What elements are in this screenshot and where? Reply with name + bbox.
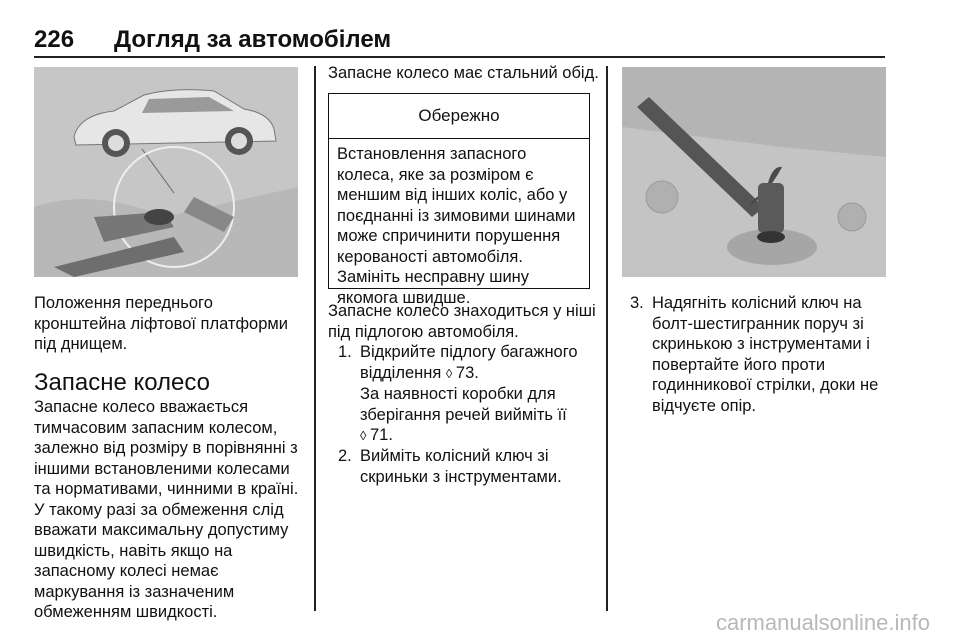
watermark: carmanualsonline.info bbox=[715, 610, 930, 635]
step-1-note: За наявності коробки для зберігання речей вийміть її ◊ 71. bbox=[360, 384, 600, 446]
step-3 bbox=[630, 293, 890, 418]
step-number: 1. bbox=[338, 343, 352, 361]
caution-box bbox=[328, 93, 590, 307]
step-text: Надягніть колісний ключ на болт-шестигранник поруч зі скринькою з інструментами і повертайте його проти годинникової стрілки, доки не відчуєте опір. bbox=[652, 294, 879, 415]
step-1 bbox=[338, 342, 598, 386]
figure-caption: Положення переднього кронштейна ліфтової платформи під днищем. bbox=[34, 294, 288, 353]
page-title: Догляд за автомобілем bbox=[114, 26, 392, 53]
wheel-wrench-figure bbox=[622, 67, 886, 277]
cross-reference-icon[interactable]: ◊ bbox=[360, 428, 367, 443]
spare-wheel-paragraph: Запасне колесо вважається тимчасовим запасним колесом, залежно від розміру в порівнянні з іншими встановленими колесами та нормативами, чинними в країні. У такому разі за обмеження слід вважати максимальну допустиму швидкість, навіть якщо на запасному колесі немає маркування із зазначеним обмеженням швидкості. bbox=[34, 398, 299, 621]
cross-reference-icon[interactable]: ◊ bbox=[445, 365, 453, 381]
column-divider-1 bbox=[314, 66, 316, 611]
step-text: Відкрийте підлогу багажного відділення ◊ 73. bbox=[360, 342, 578, 384]
cross-reference-page[interactable]: 71. bbox=[370, 426, 393, 444]
location-paragraph: Запасне колесо знаходиться у ніші під підлогою автомобіля. bbox=[328, 302, 596, 341]
steel-rim-note: Запасне колесо має стальний обід. bbox=[328, 64, 599, 82]
column-divider-2 bbox=[606, 66, 608, 611]
step-text: Вийміть колісний ключ зі скриньки з інструментами. bbox=[360, 447, 562, 486]
step-number: 2. bbox=[338, 447, 352, 465]
section-heading: Запасне колесо bbox=[34, 369, 211, 396]
step-number: 3. bbox=[630, 294, 644, 312]
caution-title: Обережно bbox=[329, 94, 589, 139]
page-number: 226 bbox=[34, 26, 75, 53]
lift-bracket-figure bbox=[34, 67, 298, 277]
step-2 bbox=[338, 446, 598, 490]
header-rule bbox=[34, 56, 885, 58]
caution-text: Встановлення запасного колеса, яке за розміром є меншим від інших коліс, або у поєднанні із зимовими шинами може спричинити порушення керованості автомобіля. Замініть несправну шину якомога швидше. bbox=[337, 145, 576, 307]
cross-reference-page[interactable]: 73. bbox=[455, 363, 479, 382]
